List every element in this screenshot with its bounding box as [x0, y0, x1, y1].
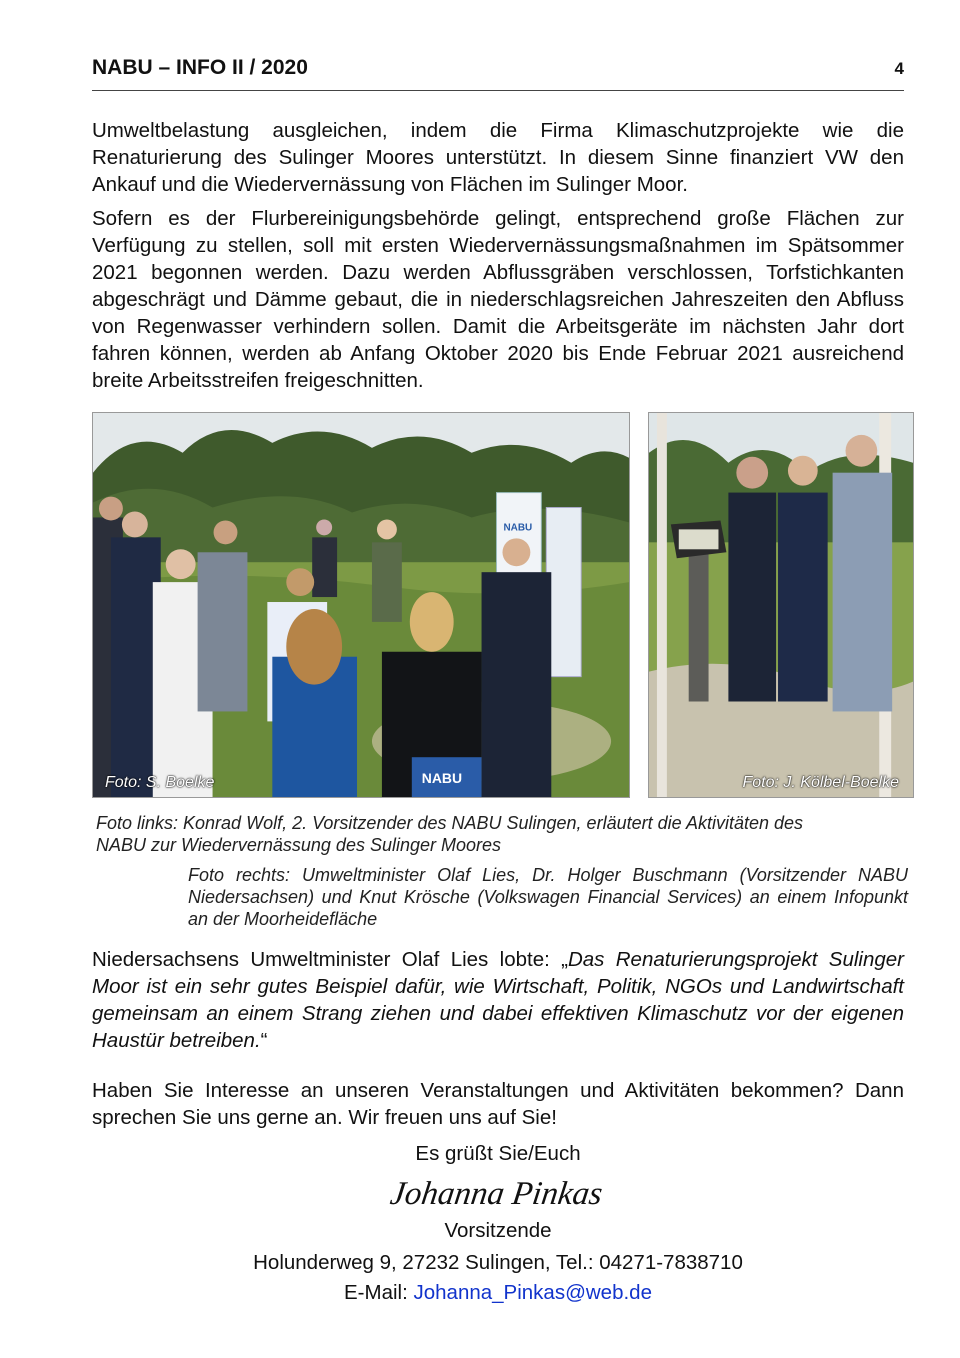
photo-right-credit: Foto: J. Kölbel-Boelke — [742, 774, 899, 791]
shirt-text: NABU — [421, 770, 463, 787]
signature-text: Johanna Pinkas — [387, 1175, 605, 1212]
caption-right: Foto rechts: Umweltminister Olaf Lies, Dr. Holger Buschmann (Vorsitzender NABU Niedersachsen) und Knut Krösche (Volkswagen Financial Services) an einem Infopunkt an der Moorheidefläche — [188, 865, 908, 929]
page-number: 4 — [894, 59, 904, 78]
contact-address: Holunderweg 9, 27232 Sulingen, Tel.: 04271-7838710 — [253, 1251, 743, 1274]
paragraph-measures: Sofern es der Flurbereinigungsbehörde gelingt, entsprechend große Flächen zur Verfügung zu stellen, soll mit ersten Wiedervernässungsmaßnahmen im Spätsommer 2021 begonnen werden. Dazu werden Abflussgräben verschlossen, Torfstichkanten abgeschrägt und Dämme gebaut, die in niederschlagsreichen Jahreszeiten den Abfluss von Regenwasser verhindern sollen. Damit die Arbeitsgeräte im nächsten Jahr dort fahren können, werden ab Anfang Oktober 2020 bis Ende Februar 2021 ausreichend breite Arbeitsstreifen freigeschnitten. — [92, 207, 904, 392]
page-header — [92, 56, 904, 91]
paragraph-minister-quote — [92, 946, 904, 1054]
photo-right-infopoint — [648, 412, 914, 798]
email-label: E-Mail: — [344, 1281, 414, 1304]
email-link[interactable]: Johanna_Pinkas@web.de — [413, 1281, 652, 1304]
quote-text: Das Renaturierungsprojekt Sulinger Moor ist ein sehr gutes Beispiel dafür, wie Wirtschaft, Politik, NGOs und Landwirtschaft gemeinsam an einem Strang ziehen und dabei effektiven Klimaschutz vor der eigenen Haustür betreiben. — [92, 948, 904, 1052]
newsletter-title: NABU – INFO II / 2020 — [92, 56, 308, 79]
paragraph-funding: Umweltbelastung ausgleichen, indem die Firma Klimaschutzprojekte wie die Renaturierung des Sulinger Moores unterstützt. In diesem Sinne finanziert VW den Ankauf und die Wiedervernässung von Flächen im Sulinger Moor. — [92, 119, 904, 196]
banner-text: NABU — [503, 522, 533, 534]
photo-left-group-tour — [92, 412, 630, 798]
quote-end: “ — [260, 1029, 268, 1052]
photo-left-illustration — [93, 413, 629, 797]
caption-left: Foto links: Konrad Wolf, 2. Vorsitzender des NABU Sulingen, erläutert die Aktivitäten des NABU zur Wiedervernässung des Sulinger Moores — [96, 813, 804, 855]
closing-greeting: Es grüßt Sie/Euch — [415, 1142, 581, 1165]
contact-email — [92, 1279, 904, 1306]
paragraph-invitation: Haben Sie Interesse an unseren Veranstaltungen und Aktivitäten bekommen? Dann sprechen Sie uns gerne an. Wir freuen uns auf Sie! — [92, 1079, 904, 1129]
signer-role: Vorsitzende — [444, 1219, 552, 1242]
quote-lead: Niedersachsens Umweltminister Olaf Lies lobte: „ — [92, 948, 568, 971]
signature-svg — [380, 1168, 620, 1218]
photo-left-credit: Foto: S. Boelke — [105, 774, 215, 791]
photo-right-illustration — [649, 413, 913, 797]
